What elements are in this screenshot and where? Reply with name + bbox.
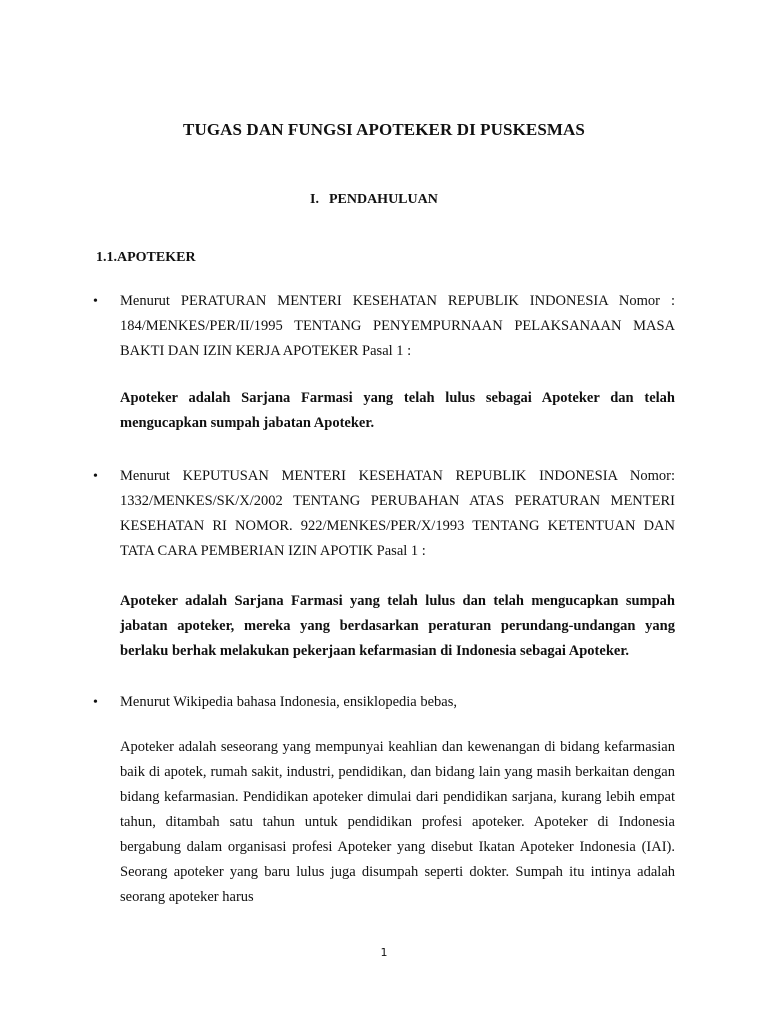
bullet-marker: • [93, 695, 98, 710]
item-2-definition: Apoteker adalah Sarjana Farmasi yang telah lulus dan telah mengucapkan sumpah jabatan apoteker, mereka yang berdasarkan peraturan perundang-undangan yang berlaku berhak melakukan pekerjaan kefarmasian di Indonesia sebagai Apoteker. [120, 593, 675, 659]
section-number: I. [310, 192, 319, 207]
item-1-definition: Apoteker adalah Sarjana Farmasi yang telah lulus sebagai Apoteker dan telah mengucapkan sumpah jabatan Apoteker. [120, 390, 675, 431]
page-number: 1 [380, 946, 388, 959]
item-3-definition: Apoteker adalah seseorang yang mempunyai keahlian dan kewenangan di bidang kefarmasian baik di apotek, rumah sakit, industri, pendidikan, dan bidang lain yang masih berkaitan dengan bidang kefarmasian. Pendidikan apoteker dimulai dari pendidikan sarjana, kurang lebih empat tahun, ditambah satu tahun untuk pendidikan profesi apoteker. Apoteker di Indonesia bergabung dalam organisasi profesi Apoteker yang disebut Ikatan Apoteker Indonesia (IAI). Seorang apoteker yang baru lulus juga disumpah seperti dokter. Sumpah itu intinya adalah seorang apoteker harus [120, 739, 675, 905]
section-heading [310, 192, 438, 208]
item-2-intro: Menurut KEPUTUSAN MENTERI KESEHATAN REPUBLIK INDONESIA Nomor: 1332/MENKES/SK/X/2002 TENTANG PERUBAHAN ATAS PERATURAN MENTERI KESEHATAN RI NOMOR. 922/MENKES/PER/X/1993 TENTANG KETENTUAN DAN TATA CARA PEMBERIAN IZIN APOTIK Pasal 1 : [120, 468, 675, 559]
item-3-intro: Menurut Wikipedia bahasa Indonesia, ensiklopedia bebas, [120, 694, 457, 710]
bullet-marker: • [93, 469, 98, 484]
bullet-marker: • [93, 294, 98, 309]
document-title: TUGAS DAN FUNGSI APOTEKER DI PUSKESMAS [183, 120, 585, 139]
section-title: PENDAHULUAN [328, 192, 438, 207]
subsection-heading: 1.1.APOTEKER [96, 250, 196, 265]
item-1-intro: Menurut PERATURAN MENTERI KESEHATAN REPUBLIK INDONESIA Nomor : 184/MENKES/PER/II/1995 TENTANG PENYEMPURNAAN PELAKSANAAN MASA BAKTI DAN IZIN KERJA APOTEKER Pasal 1 : [120, 293, 675, 359]
